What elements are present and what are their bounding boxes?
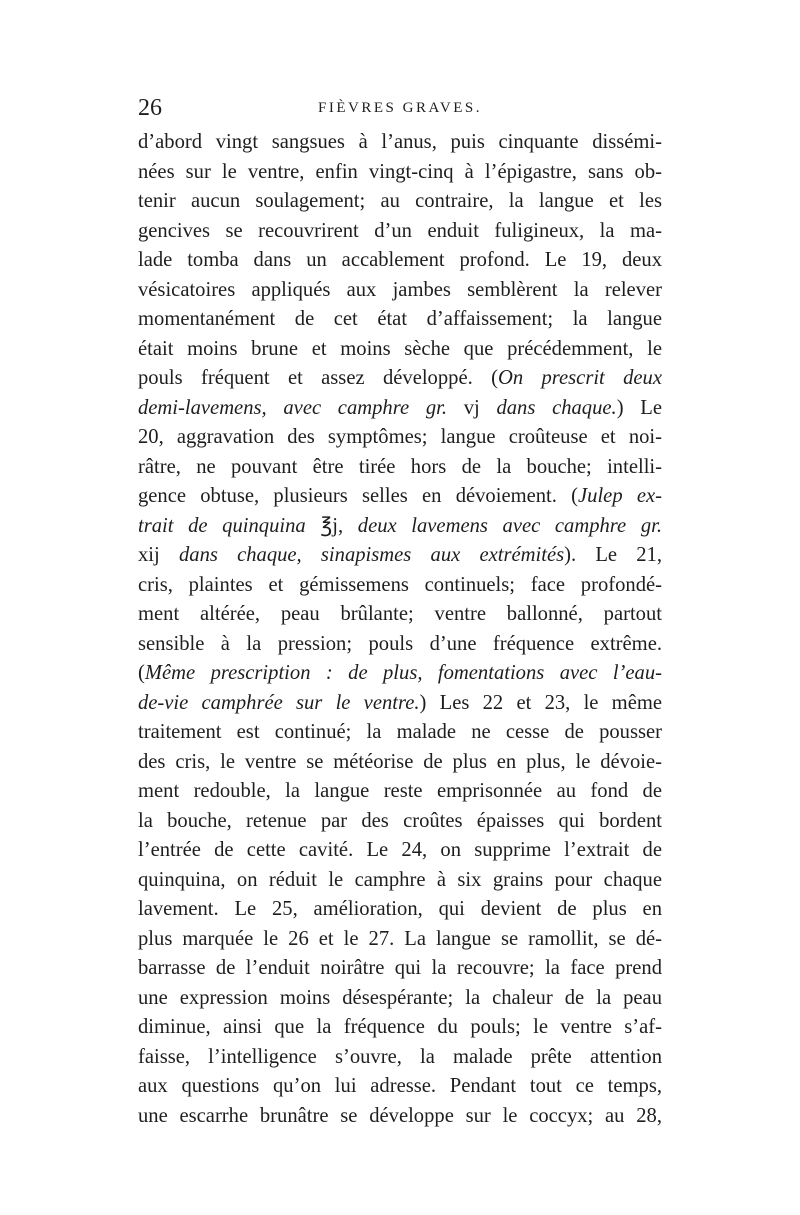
text-line <box>138 187 662 217</box>
italic-text-segment: dans chaque. <box>496 396 617 419</box>
text-line <box>138 954 662 984</box>
text-line <box>138 364 662 394</box>
text-segment: lade tomba dans un accablement profond. Le 19, deux <box>138 249 662 271</box>
text-line <box>138 659 662 689</box>
text-line <box>138 630 662 660</box>
text-segment: râtre, ne pouvant être tirée hors de la bouche; intelli- <box>138 455 662 478</box>
text-segment: plus marquée le 26 et le 27. La langue se ramollit, se dé- <box>138 927 662 950</box>
text-line <box>138 1043 662 1073</box>
text-segment: gencives se recouvrirent d’un enduit fuligineux, la ma- <box>138 219 662 242</box>
italic-text-segment: demi-lavemens, avec camphre gr. <box>138 396 447 419</box>
text-line <box>138 895 662 925</box>
text-line <box>138 777 662 807</box>
text-segment: ) Le <box>616 396 662 419</box>
page-number: 26 <box>138 95 162 121</box>
text-line <box>138 571 662 601</box>
italic-text-segment: deux lavemens avec camphre gr. <box>357 514 662 537</box>
running-head: FIÈVRES GRAVES. <box>318 100 482 116</box>
text-line <box>138 423 662 453</box>
text-line <box>138 689 662 719</box>
text-segment: barrasse de l’enduit noirâtre qui la recouvre; la face prend <box>138 957 662 979</box>
text-segment: sensible à la pression; pouls d’une fréquence extrême. <box>138 632 662 655</box>
text-segment: quinquina, on réduit le camphre à six grains pour chaque <box>138 868 662 891</box>
text-line <box>138 541 662 571</box>
italic-text-segment: On prescrit deux <box>497 367 662 389</box>
text-segment: était moins brune et moins sèche que précédemment, le <box>138 337 662 360</box>
text-line <box>138 217 662 247</box>
text-line <box>138 453 662 483</box>
text-segment: ment altérée, peau brûlante; ventre ballonné, partout <box>138 603 662 625</box>
text-line <box>138 246 662 276</box>
text-segment: ℥j, <box>305 514 358 537</box>
text-segment: des cris, le ventre se météorise de plus en plus, le dévoie- <box>138 750 662 773</box>
text-line <box>138 1102 662 1132</box>
text-line <box>138 512 662 542</box>
text-line <box>138 1072 662 1102</box>
text-segment: vésicatoires appliqués aux jambes semblèrent la relever <box>138 278 662 301</box>
text-segment: traitement est continué; la malade ne cesse de pousser <box>138 721 662 743</box>
text-line <box>138 984 662 1014</box>
text-segment: xij <box>138 544 179 566</box>
text-line <box>138 718 662 748</box>
text-segment: nées sur le ventre, enfin vingt-cinq à l’épigastre, sans ob- <box>138 160 662 183</box>
text-segment: tenir aucun soulagement; au contraire, la langue et les <box>138 190 662 212</box>
text-segment: faisse, l’intelligence s’ouvre, la malade prête attention <box>138 1045 662 1068</box>
text-line <box>138 925 662 955</box>
text-segment: la bouche, retenue par des croûtes épaisses qui bordent <box>138 809 662 832</box>
text-line <box>138 600 662 630</box>
text-segment: lavement. Le 25, amélioration, qui devient de plus en <box>138 898 662 920</box>
text-line <box>138 305 662 335</box>
text-segment: aux questions qu’on lui adresse. Pendant tout ce temps, <box>138 1075 662 1097</box>
italic-text-segment: Julep ex- <box>578 485 662 507</box>
text-line <box>138 836 662 866</box>
text-segment: pouls fréquent et assez développé. ( <box>138 367 498 389</box>
text-line <box>138 128 662 158</box>
italic-text-segment: dans chaque, sinapismes aux extrémités <box>178 544 565 566</box>
text-segment: ( <box>138 662 145 684</box>
text-line <box>138 866 662 896</box>
text-line <box>138 482 662 512</box>
text-segment: l’entrée de cette cavité. Le 24, on supprime l’extrait de <box>138 839 662 861</box>
text-segment: momentanément de cet état d’affaissement; la langue <box>138 308 662 330</box>
text-line <box>138 748 662 778</box>
text-line <box>138 276 662 306</box>
text-line <box>138 807 662 837</box>
text-segment: 20, aggravation des symptômes; langue croûteuse et noi- <box>138 426 662 448</box>
text-segment: vj <box>447 396 497 419</box>
italic-text-segment: Même prescription : de plus, fomentations avec l’eau- <box>144 662 662 684</box>
text-line <box>138 394 662 424</box>
text-segment: d’abord vingt sangsues à l’anus, puis cinquante dissémi- <box>138 131 662 153</box>
text-segment: cris, plaintes et gémissemens continuels; face profondé- <box>138 573 662 596</box>
italic-text-segment: trait de quinquina <box>138 514 306 537</box>
text-line <box>138 335 662 365</box>
italic-text-segment: de-vie camphrée sur le ventre. <box>138 691 420 714</box>
body-text <box>138 128 662 1131</box>
text-segment: gence obtuse, plusieurs selles en dévoiement. ( <box>138 485 579 507</box>
text-segment: une expression moins désespérante; la chaleur de la peau <box>138 986 662 1009</box>
text-segment: diminue, ainsi que la fréquence du pouls; le ventre s’af- <box>138 1016 662 1038</box>
page-header <box>138 90 662 126</box>
text-segment: ). Le 21, <box>564 544 663 566</box>
text-segment: ) Les 22 et 23, le même <box>419 691 662 714</box>
text-line <box>138 1013 662 1043</box>
text-segment: une escarrhe brunâtre se développe sur le coccyx; au 28, <box>138 1104 662 1127</box>
text-segment: ment redouble, la langue reste emprisonnée au fond de <box>138 780 662 802</box>
text-line <box>138 158 662 188</box>
